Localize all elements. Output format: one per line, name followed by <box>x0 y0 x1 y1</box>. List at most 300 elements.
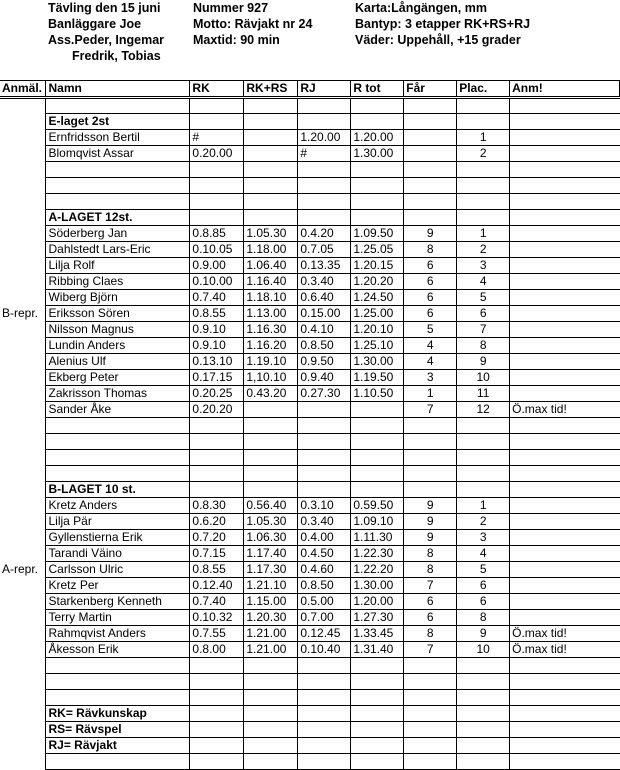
cell-r-tot: 1.30.00 <box>351 578 404 594</box>
cell-r-tot: 0.59.50 <box>351 498 404 514</box>
empty-cell <box>457 690 510 706</box>
empty-cell <box>298 706 351 722</box>
cell-anmal <box>0 146 46 162</box>
empty-cell <box>298 722 351 738</box>
empty-cell <box>351 722 404 738</box>
cell-namn: Rahmqvist Anders <box>46 626 190 642</box>
empty-cell <box>457 674 510 690</box>
cell-plac: 2 <box>457 146 510 162</box>
cell-far: 7 <box>404 402 457 418</box>
empty-cell <box>0 434 46 450</box>
column-header-plac: Plac. <box>457 81 510 98</box>
cell-plac: 1 <box>457 498 510 514</box>
empty-cell <box>0 210 46 226</box>
cell-rk-rs: 1,10.10 <box>244 370 298 386</box>
empty-cell <box>457 98 510 114</box>
section-heading-row <box>0 738 620 754</box>
empty-cell <box>298 450 351 466</box>
cell-anmal <box>0 370 46 386</box>
cell-anmal: A-repr. <box>2 562 39 576</box>
section-heading-row <box>0 210 620 226</box>
cell-r-tot: 1.20.20 <box>351 274 404 290</box>
cell-rj <box>298 402 351 418</box>
cell-rj: 0.9.40 <box>298 370 351 386</box>
cell-anmal <box>0 274 46 290</box>
empty-cell <box>0 466 46 482</box>
column-header-far: Får <box>404 81 457 98</box>
empty-cell <box>298 434 351 450</box>
cell-namn: Carlsson Ulric <box>46 562 190 578</box>
empty-cell <box>244 482 298 498</box>
header-motto: Motto: Rävjakt nr 24 <box>193 17 313 31</box>
cell-anm <box>510 322 620 338</box>
empty-cell <box>190 162 244 178</box>
header-assistants: Ass.Peder, Ingemar <box>48 33 165 47</box>
cell-rk: 0.8.55 <box>190 306 244 322</box>
table-row <box>0 546 620 562</box>
cell-rk: 0.7.20 <box>190 530 244 546</box>
cell-rk: 0.9.00 <box>190 258 244 274</box>
empty-cell <box>0 674 46 690</box>
header-course-type: Bantyp: 3 etapper RK+RS+RJ <box>355 17 531 31</box>
cell-anmal <box>0 290 46 306</box>
cell-rj: 0.4.00 <box>298 530 351 546</box>
empty-cell <box>0 722 46 738</box>
cell-anm <box>510 562 620 578</box>
empty-cell <box>404 98 457 114</box>
empty-cell <box>298 738 351 754</box>
cell-anmal <box>0 594 46 610</box>
cell-rj: 0.10.40 <box>298 642 351 658</box>
cell-far <box>404 146 457 162</box>
cell-rk: 0.7.55 <box>190 626 244 642</box>
cell-namn: Söderberg Jan <box>46 226 190 242</box>
empty-cell <box>404 450 457 466</box>
empty-cell <box>46 194 190 210</box>
cell-far: 9 <box>404 514 457 530</box>
empty-cell <box>457 722 510 738</box>
cell-rj: 0.4.50 <box>298 546 351 562</box>
empty-cell <box>351 706 404 722</box>
empty-cell <box>404 178 457 194</box>
cell-rk: 0.13.10 <box>190 354 244 370</box>
table-row <box>0 642 620 658</box>
cell-namn: Ekberg Peter <box>46 370 190 386</box>
cell-rk-rs: 1.18.10 <box>244 290 298 306</box>
empty-cell <box>46 466 190 482</box>
cell-namn: Terry Martin <box>46 610 190 626</box>
cell-namn: Starkenberg Kenneth <box>46 594 190 610</box>
empty-cell <box>351 466 404 482</box>
table-row <box>0 226 620 242</box>
cell-anm: Ö.max tid! <box>510 402 620 418</box>
cell-r-tot: 1.19.50 <box>351 370 404 386</box>
cell-anmal <box>0 578 46 594</box>
cell-namn: Lilja Rolf <box>46 258 190 274</box>
cell-r-tot: 1.25.00 <box>351 306 404 322</box>
cell-r-tot: 1.30.00 <box>351 354 404 370</box>
empty-cell <box>510 738 620 754</box>
empty-cell <box>298 210 351 226</box>
cell-far: 4 <box>404 338 457 354</box>
cell-r-tot: 1.10.50 <box>351 386 404 402</box>
cell-namn: Lilja Pär <box>46 514 190 530</box>
empty-cell <box>46 674 190 690</box>
table-row <box>0 306 620 322</box>
cell-plac: 9 <box>457 626 510 642</box>
cell-far: 6 <box>404 258 457 274</box>
empty-cell <box>351 98 404 114</box>
empty-cell <box>510 418 620 434</box>
empty-cell <box>404 674 457 690</box>
table-row <box>0 402 620 418</box>
empty-cell <box>510 434 620 450</box>
cell-far <box>404 130 457 146</box>
cell-rk: 0.10.32 <box>190 610 244 626</box>
empty-cell <box>404 434 457 450</box>
cell-rj: 0.3.40 <box>298 274 351 290</box>
cell-anm <box>510 242 620 258</box>
cell-far: 7 <box>404 642 457 658</box>
empty-cell <box>457 114 510 130</box>
cell-rk-rs: 1.15.00 <box>244 594 298 610</box>
empty-cell <box>244 418 298 434</box>
cell-rk: 0.20.00 <box>190 146 244 162</box>
column-header-rj: RJ <box>298 81 351 98</box>
empty-cell <box>457 178 510 194</box>
cell-anmal <box>0 514 46 530</box>
empty-cell <box>457 210 510 226</box>
cell-anmal <box>0 322 46 338</box>
empty-cell <box>0 738 46 754</box>
cell-plac: 8 <box>457 610 510 626</box>
empty-cell <box>404 194 457 210</box>
cell-rj: 0.8.50 <box>298 578 351 594</box>
cell-plac: 4 <box>457 546 510 562</box>
blank-row <box>0 658 620 674</box>
table-row <box>0 626 620 642</box>
cell-plac: 3 <box>457 258 510 274</box>
cell-r-tot: 1.30.00 <box>351 146 404 162</box>
cell-rk-rs: 1.20.30 <box>244 610 298 626</box>
empty-cell <box>457 434 510 450</box>
column-header-namn: Namn <box>46 81 190 98</box>
cell-rj: 0.7.00 <box>298 610 351 626</box>
cell-far: 8 <box>404 546 457 562</box>
section-heading-row <box>0 706 620 722</box>
cell-rk: 0.10.00 <box>190 274 244 290</box>
table-row <box>0 562 620 578</box>
cell-rj: 0.27.30 <box>298 386 351 402</box>
empty-cell <box>298 114 351 130</box>
table-row <box>0 530 620 546</box>
empty-cell <box>190 658 244 674</box>
results-table <box>0 80 620 770</box>
cell-namn: Zakrisson Thomas <box>46 386 190 402</box>
section-heading: RS= Rävspel <box>46 722 190 738</box>
cell-rk-rs <box>244 130 298 146</box>
empty-cell <box>244 178 298 194</box>
cell-anm <box>510 338 620 354</box>
empty-cell <box>404 738 457 754</box>
table-row <box>0 354 620 370</box>
table-row <box>0 274 620 290</box>
cell-anm <box>510 226 620 242</box>
empty-cell <box>244 450 298 466</box>
cell-rj: 0.4.20 <box>298 226 351 242</box>
cell-rk-rs: 1.16.30 <box>244 322 298 338</box>
cell-r-tot: 1.09.50 <box>351 226 404 242</box>
cell-rk-rs: 1.21.00 <box>244 626 298 642</box>
cell-plac: 5 <box>457 562 510 578</box>
empty-cell <box>510 162 620 178</box>
empty-cell <box>190 194 244 210</box>
empty-cell <box>190 482 244 498</box>
column-header-row <box>0 81 620 98</box>
empty-cell <box>46 450 190 466</box>
empty-cell <box>404 722 457 738</box>
empty-cell <box>190 450 244 466</box>
empty-cell <box>190 690 244 706</box>
cell-plac: 10 <box>457 370 510 386</box>
cell-plac: 9 <box>457 354 510 370</box>
cell-plac: 3 <box>457 530 510 546</box>
empty-cell <box>457 418 510 434</box>
cell-far: 6 <box>404 290 457 306</box>
empty-cell <box>190 98 244 114</box>
empty-cell <box>510 658 620 674</box>
empty-cell <box>46 178 190 194</box>
empty-cell <box>404 658 457 674</box>
cell-far: 9 <box>404 498 457 514</box>
empty-cell <box>0 450 46 466</box>
cell-namn: Åkesson Erik <box>46 642 190 658</box>
cell-rj: 0.13.35 <box>298 258 351 274</box>
empty-cell <box>190 674 244 690</box>
empty-cell <box>351 738 404 754</box>
empty-cell <box>457 738 510 754</box>
cell-plac: 6 <box>457 578 510 594</box>
empty-cell <box>404 466 457 482</box>
empty-cell <box>351 418 404 434</box>
empty-cell <box>351 450 404 466</box>
cell-namn: Nilsson Magnus <box>46 322 190 338</box>
empty-cell <box>510 194 620 210</box>
empty-cell <box>351 690 404 706</box>
cell-anmal <box>0 258 46 274</box>
cell-anmal <box>0 354 46 370</box>
cell-far: 6 <box>404 274 457 290</box>
cell-namn: Blomqvist Assar <box>46 146 190 162</box>
empty-cell <box>244 466 298 482</box>
cell-anm <box>510 530 620 546</box>
empty-cell <box>457 658 510 674</box>
cell-rk-rs: 1.05.30 <box>244 514 298 530</box>
empty-cell <box>244 722 298 738</box>
empty-cell <box>510 722 620 738</box>
empty-cell <box>298 466 351 482</box>
column-header-rk-rs: RK+RS <box>244 81 298 98</box>
table-row <box>0 130 620 146</box>
section-heading: RJ= Rävjakt <box>46 738 190 754</box>
cell-namn: Kretz Per <box>46 578 190 594</box>
cell-anmal <box>0 498 46 514</box>
cell-r-tot: 1.20.15 <box>351 258 404 274</box>
cell-namn: Tarandi Väino <box>46 546 190 562</box>
empty-cell <box>510 178 620 194</box>
cell-far: 5 <box>404 322 457 338</box>
cell-rj: # <box>298 146 351 162</box>
empty-cell <box>298 162 351 178</box>
blank-row <box>0 450 620 466</box>
cell-plac: 7 <box>457 322 510 338</box>
cell-far: 8 <box>404 242 457 258</box>
empty-cell <box>298 658 351 674</box>
empty-cell <box>457 450 510 466</box>
empty-cell <box>404 482 457 498</box>
empty-cell <box>244 98 298 114</box>
blank-row <box>0 466 620 482</box>
empty-cell <box>351 434 404 450</box>
cell-r-tot: 1.20.00 <box>351 130 404 146</box>
cell-rj: 1.20.00 <box>298 130 351 146</box>
cell-rk: 0.7.15 <box>190 546 244 562</box>
cell-namn: Wiberg Björn <box>46 290 190 306</box>
cell-far: 1 <box>404 386 457 402</box>
header-map: Karta:Långängen, mm <box>355 1 487 15</box>
cell-rk-rs: 1.17.40 <box>244 546 298 562</box>
empty-cell <box>0 418 46 434</box>
cell-far: 4 <box>404 354 457 370</box>
cell-namn: Eriksson Sören <box>46 306 190 322</box>
cell-anmal <box>0 130 46 146</box>
cell-far: 9 <box>404 530 457 546</box>
cell-r-tot: 1.25.10 <box>351 338 404 354</box>
cell-r-tot <box>351 402 404 418</box>
empty-cell <box>0 98 46 114</box>
cell-anmal <box>0 546 46 562</box>
cell-anm <box>510 578 620 594</box>
cell-plac: 1 <box>457 226 510 242</box>
cell-anmal <box>0 402 46 418</box>
empty-cell <box>457 162 510 178</box>
header-max-time: Maxtid: 90 min <box>193 33 280 47</box>
section-heading: E-laget 2st <box>46 114 190 130</box>
cell-rj: 0.5.00 <box>298 594 351 610</box>
cell-rk: 0.7.40 <box>190 594 244 610</box>
cell-anmal <box>0 386 46 402</box>
cell-anmal <box>0 242 46 258</box>
cell-rk-rs: 1.17.30 <box>244 562 298 578</box>
cell-plac: 12 <box>457 402 510 418</box>
table-row <box>0 338 620 354</box>
cell-rk: 0.7.40 <box>190 290 244 306</box>
empty-cell <box>244 162 298 178</box>
empty-cell <box>510 98 620 114</box>
cell-plac: 4 <box>457 274 510 290</box>
cell-rj: 0.3.40 <box>298 514 351 530</box>
blank-row <box>0 178 620 194</box>
empty-cell <box>404 162 457 178</box>
cell-r-tot: 1.22.30 <box>351 546 404 562</box>
cell-r-tot: 1.20.00 <box>351 594 404 610</box>
cell-namn: Alenius Ulf <box>46 354 190 370</box>
cell-namn: Gyllenstierna Erik <box>46 530 190 546</box>
cell-rk-rs: 1.05.30 <box>244 226 298 242</box>
empty-cell <box>190 178 244 194</box>
cell-anmal <box>0 626 46 642</box>
cell-anm <box>510 498 620 514</box>
blank-row <box>0 98 620 114</box>
cell-rk: 0.8.85 <box>190 226 244 242</box>
cell-anm <box>510 370 620 386</box>
blank-row <box>0 162 620 178</box>
cell-rj: 0.4.60 <box>298 562 351 578</box>
cell-plac: 2 <box>457 514 510 530</box>
empty-cell <box>190 210 244 226</box>
header-assistants-cont: Fredrik, Tobias <box>72 49 161 63</box>
cell-plac: 2 <box>457 242 510 258</box>
blank-row <box>0 434 620 450</box>
empty-cell <box>190 418 244 434</box>
blank-row <box>0 674 620 690</box>
empty-cell <box>0 706 46 722</box>
empty-cell <box>244 114 298 130</box>
column-header-anm: Anm! <box>510 81 620 98</box>
cell-namn: Lundin Anders <box>46 338 190 354</box>
cell-anm <box>510 290 620 306</box>
empty-cell <box>404 210 457 226</box>
table-row <box>0 322 620 338</box>
empty-cell <box>404 690 457 706</box>
empty-cell <box>510 690 620 706</box>
cell-rk-rs <box>244 146 298 162</box>
cell-far: 6 <box>404 610 457 626</box>
empty-cell <box>457 482 510 498</box>
column-header-rk: RK <box>190 81 244 98</box>
empty-cell <box>457 466 510 482</box>
empty-cell <box>190 466 244 482</box>
empty-cell <box>510 706 620 722</box>
empty-cell <box>46 658 190 674</box>
empty-cell <box>190 114 244 130</box>
empty-cell <box>244 658 298 674</box>
empty-cell <box>298 690 351 706</box>
header-number: Nummer 927 <box>193 1 269 15</box>
table-row <box>0 594 620 610</box>
cell-rj: 0.15.00 <box>298 306 351 322</box>
empty-cell <box>457 706 510 722</box>
cell-rk-rs: 1.13.00 <box>244 306 298 322</box>
empty-cell <box>46 162 190 178</box>
empty-cell <box>0 482 46 498</box>
cell-anm <box>510 610 620 626</box>
cell-rj: 0.4.10 <box>298 322 351 338</box>
cell-rk: 0.8.00 <box>190 642 244 658</box>
empty-cell <box>190 738 244 754</box>
table-row <box>0 370 620 386</box>
table-row <box>0 386 620 402</box>
cell-plac: 10 <box>457 642 510 658</box>
empty-cell <box>298 194 351 210</box>
empty-cell <box>510 466 620 482</box>
table-row <box>0 146 620 162</box>
empty-cell <box>298 482 351 498</box>
cell-rk-rs: 1.21.10 <box>244 578 298 594</box>
cell-r-tot: 1.33.45 <box>351 626 404 642</box>
empty-cell <box>244 706 298 722</box>
empty-cell <box>298 178 351 194</box>
